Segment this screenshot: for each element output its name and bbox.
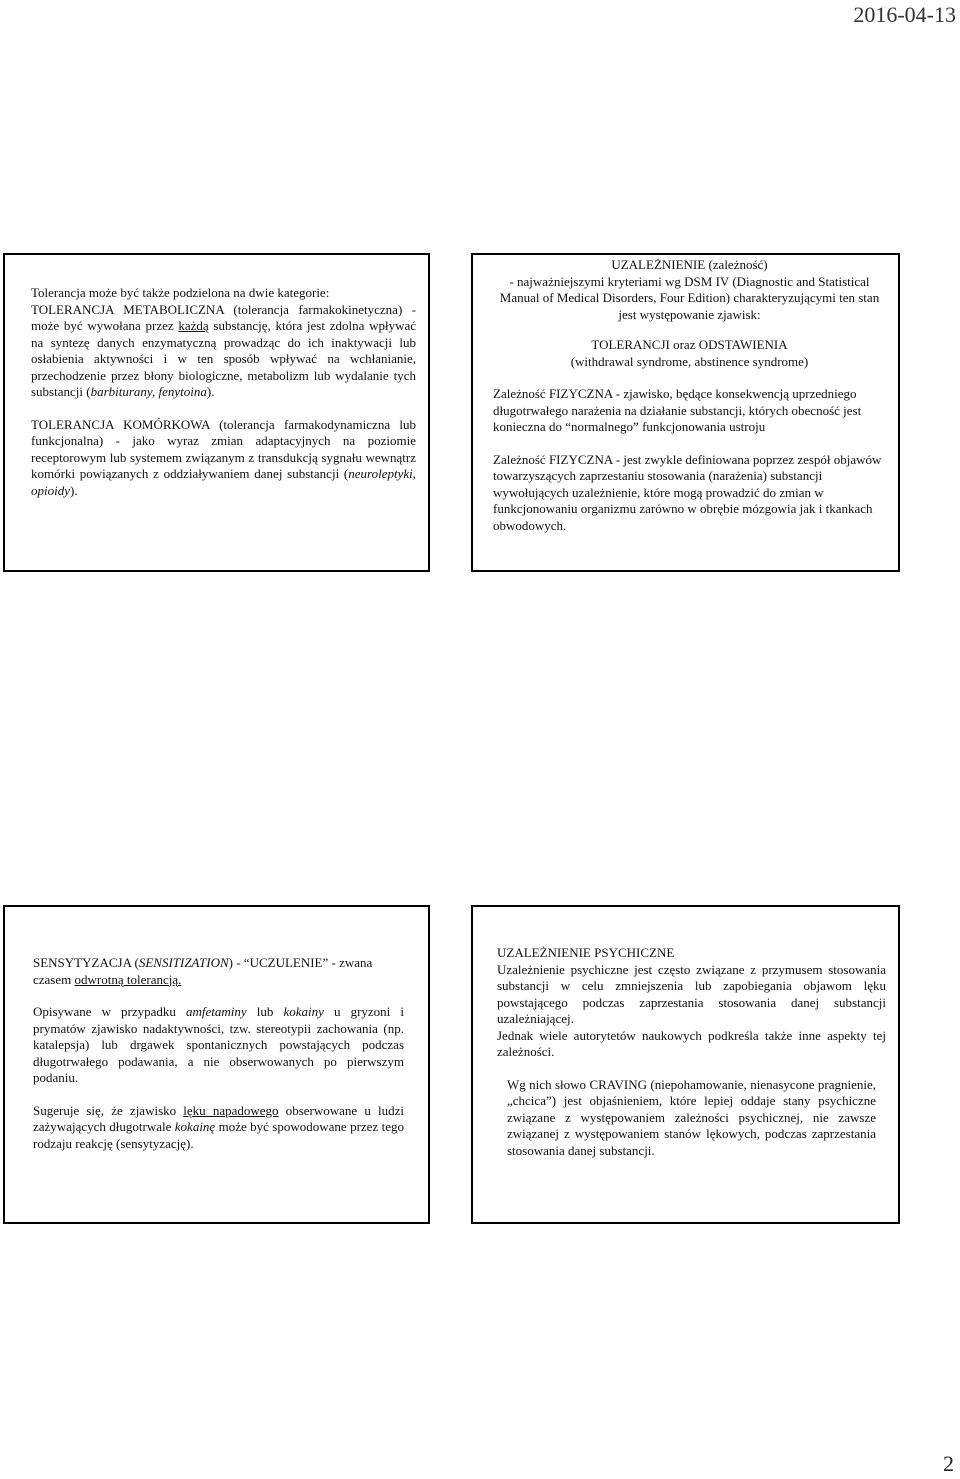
slide4-paragraph-2: Jednak wiele autorytetów naukowych podkreśla także inne aspekty tej zależności. — [497, 1027, 886, 1059]
slide-psychological-dependence — [471, 905, 900, 1224]
page-date: 2016-04-13 — [853, 2, 956, 27]
slide-tolerance-types — [3, 253, 430, 572]
slide1-cellular-tolerance: TOLERANCJA KOMÓRKOWA (tolerancja farmakodynamiczna lub funkcjonalna) - jako wyraz zmian adaptacyjnych na poziomie receptorowym lub systemem związanym z transdukcją sygnału wewnątrz komórki powiązanych z oddziaływaniem danej substancji (neuroleptyki, opioidy). — [31, 416, 416, 498]
slide4-title: UZALEŻNIENIE PSYCHICZNE — [497, 945, 675, 960]
slide4-paragraph-1: Uzależnienie psychiczne jest często związane z przymusem stosowania substancji w celu zmniejszenia lub zapobiegania objawom lęku powstającego podczas zaprzestania stosowania danej substancji uzależniającej. — [497, 961, 886, 1026]
slide1-metabolic-tolerance: TOLERANCJA METABOLICZNA (tolerancja farmakokinetyczna) - może być wywołana przez każdą substancję, która jest zdolna wpływać na syntezę danych enzymatyczną prowadząc do ich inaktywacji lub osłabienia aktywności i w ten sposób wpływać na wchłanianie, przechodzenie przez błony biologiczne, metabolizm lub wydalanie tych substancji (barbiturany, fenytoina). — [31, 301, 416, 399]
page-number: 2 — [943, 1451, 954, 1476]
slide-sensitization — [3, 905, 430, 1224]
slide3-heading: SENSYTYZACJA (SENSITIZATION) - “UCZULENIE” - zwana czasem odwrotną tolerancją. — [33, 955, 373, 987]
slide3-description: Opisywane w przypadku amfetaminy lub kokainy u gryzoni i prymatów zjawisko nadaktywności, tzw. stereotypii zachowania (np. katalepsja) lub drgawek spontanicznych powstających podczas długotrwałego podawania, a nie obserwowanych po pierwszym podaniu. — [33, 1004, 404, 1085]
slide2-subtitle: TOLERANCJI oraz ODSTAWIENIA — [591, 337, 788, 352]
slide1-intro: Tolerancja może być także podzielona na dwie kategorie: — [31, 285, 330, 300]
slide3-suggestion: Sugeruje się, że zjawisko lęku napadowego obserwowane u ludzi zażywających długotrwale kokainę może być spowodowane przez tego rodzaju reakcję (sensytyzację). — [33, 1102, 404, 1151]
slide2-intro: - najważniejszymi kryteriami wg DSM IV (Diagnostic and Statistical Manual of Medical Disorders, Four Edition) charakteryzującymi ten stan jest występowanie zjawisk: — [499, 273, 880, 322]
slide2-physical-dependence-1: Zależność FIZYCZNA - zjawisko, będące konsekwencją uprzedniego długotrwałego narażenia na działanie substancji, których obecność jest konieczna do “normalnego” funkcjonowania ustroju — [493, 386, 862, 434]
slide2-physical-dependence-2: Zależność FIZYCZNA - jest zwykle definiowana poprzez zespół objawów towarzyszących zaprzestaniu stosowania (narażenia) substancji wywołujących uzależnienie, które mogą prowadzić do zmian w funkcjonowaniu organizmu zarówno w obrębie mózgowia jak i tkankach obwodowych. — [493, 451, 882, 533]
slide-dependence — [471, 253, 900, 572]
slide2-title: UZALEŻNIENIE (zależność) — [611, 257, 768, 272]
slide4-craving: Wg nich słowo CRAVING (niepohamowanie, nienasycone pragnienie, „chcica”) jest objaśnieniem, które lepiej oddaje stany psychiczne związane z występowaniem zależności psychicznej, nie zawsze związanej z występowaniem stanów lękowych, podczas zaprzestania stosowania danej substancji. — [507, 1076, 876, 1158]
slide2-subtitle-english: (withdrawal syndrome, abstinence syndrome) — [570, 353, 809, 369]
